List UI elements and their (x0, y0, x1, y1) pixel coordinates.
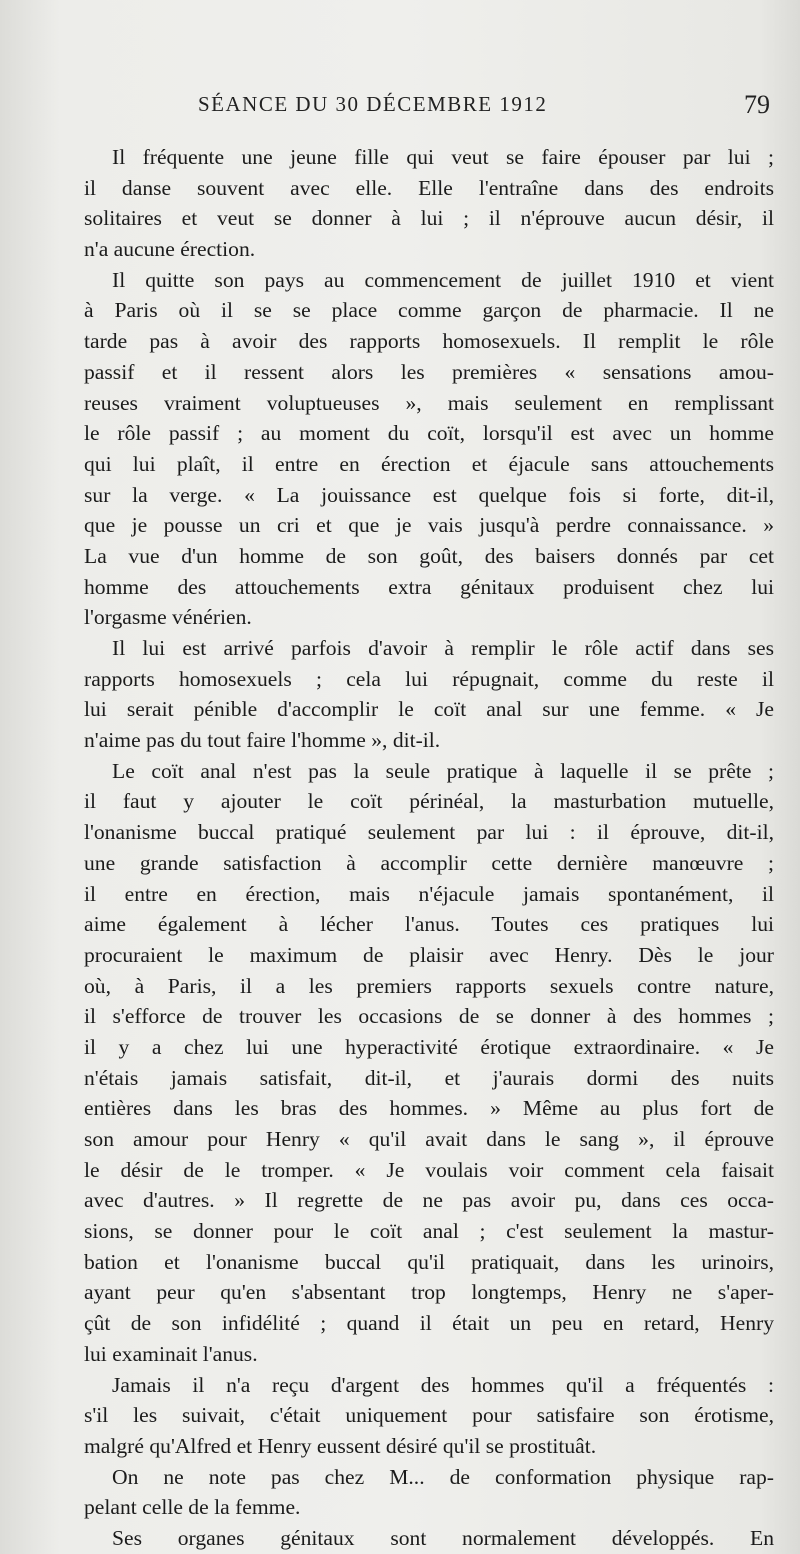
text-line: avec d'autres. » Il regrette de ne pas avoir pu, dans ces occa- (84, 1188, 774, 1213)
text-line: sions, se donner pour le coït anal ; c'est seulement la mastur- (84, 1219, 774, 1244)
page-header (198, 86, 770, 126)
text-line: il faut y ajouter le coït périnéal, la masturbation mutuelle, (84, 789, 774, 814)
text-line: il s'efforce de trouver les occasions de se donner à des hommes ; (84, 1004, 774, 1029)
text-line: où, à Paris, il a les premiers rapports sexuels contre nature, (84, 973, 774, 998)
text-line: rapports homosexuels ; cela lui répugnait, comme du reste il (84, 666, 774, 691)
paragraph (56, 1462, 774, 1523)
text-line: sur la verge. « La jouissance est quelque fois si forte, dit-il, (84, 482, 774, 507)
text-line: n'a aucune érection. (84, 237, 256, 262)
text-line: son amour pour Henry « qu'il avait dans le sang », il éprouve (84, 1127, 774, 1151)
paragraph (56, 265, 774, 633)
text-line: solitaires et veut se donner à lui ; il n'éprouve aucun désir, il (84, 206, 774, 231)
text-line: procuraient le maximum de plaisir avec Henry. Dès le jour (84, 942, 774, 967)
text-line: à Paris où il se se place comme garçon de pharmacie. Il ne (84, 298, 774, 323)
text-line: l'onanisme buccal pratiqué seulement par lui : il éprouve, dit-il, (84, 820, 774, 845)
text-line: reuses vraiment voluptueuses », mais seulement en remplissant (84, 390, 774, 415)
text-line: aime également à lécher l'anus. Toutes ces pratiques lui (84, 912, 774, 937)
text-line: lui examinait l'anus. (84, 1341, 258, 1366)
text-line: Il quitte son pays au commencement de juillet 1910 et vient (112, 267, 774, 292)
text-line: passif et il ressent alors les premières « sensations amou- (84, 359, 774, 384)
text-line: le rôle passif ; au moment du coït, lorsqu'il est avec un homme (84, 421, 774, 446)
paragraph (56, 1523, 774, 1554)
text-line: le désir de le tromper. « Je voulais voir comment cela faisait (84, 1157, 774, 1182)
text-line: Ses organes génitaux sont normalement développés. En (112, 1525, 774, 1550)
text-line: Le coït anal n'est pas la seule pratique à laquelle il se prête ; (112, 758, 774, 783)
text-line: pelant celle de la femme. (84, 1495, 301, 1520)
text-line: entières dans les bras des hommes. » Même au plus fort de (84, 1096, 774, 1121)
text-line: que je pousse un cri et que je vais jusqu'à perdre connaissance. » (84, 513, 774, 538)
text-line: La vue d'un homme de son goût, des baisers donnés par cet (84, 543, 774, 568)
text-line: çût de son infidélité ; quand il était un peu en retard, Henry (84, 1311, 774, 1336)
text-line: il y a chez lui une hyperactivité érotique extraordinaire. « Je (84, 1034, 774, 1059)
text-line: l'orgasme vénérien. (84, 605, 252, 630)
text-line: il danse souvent avec elle. Elle l'entraîne dans des endroits (84, 175, 774, 200)
text-line: tarde pas à avoir des rapports homosexuels. Il remplit le rôle (84, 329, 774, 354)
paragraph (56, 756, 774, 1370)
text-line: ayant peur qu'en s'absentant trop longtemps, Henry ne s'aper- (84, 1280, 774, 1305)
paragraph (56, 633, 774, 756)
text-line: il entre en érection, mais n'éjacule jamais spontanément, il (84, 881, 774, 906)
text-line: malgré qu'Alfred et Henry eussent désiré qu'il se prostituât. (84, 1433, 597, 1458)
text-line: Il fréquente une jeune fille qui veut se faire épouser par lui ; (112, 145, 774, 169)
text-line: homme des attouchements extra génitaux produisent chez lui (84, 574, 774, 599)
text-line: une grande satisfaction à accomplir cette dernière manœuvre ; (84, 850, 774, 875)
text-line: s'il les suivait, c'était uniquement pour satisfaire son érotisme, (84, 1403, 774, 1428)
text-line: On ne note pas chez M... de conformation physique rap- (112, 1464, 774, 1489)
body-text (56, 142, 774, 1554)
page-number: 79 (744, 90, 770, 119)
running-head: SÉANCE DU 30 DÉCEMBRE 1912 (198, 92, 548, 116)
text-line: Jamais il n'a reçu d'argent des hommes qu'il a fréquentés : (112, 1372, 774, 1397)
paragraph (56, 1370, 774, 1462)
paragraph (56, 142, 774, 265)
text-line: n'aime pas du tout faire l'homme », dit-il. (84, 728, 441, 753)
text-line: lui serait pénible d'accomplir le coït anal sur une femme. « Je (84, 697, 774, 722)
text-line: n'étais jamais satisfait, dit-il, et j'aurais dormi des nuits (84, 1065, 774, 1090)
text-line: qui lui plaît, il entre en érection et éjacule sans attouchements (84, 451, 774, 476)
text-line: Il lui est arrivé parfois d'avoir à remplir le rôle actif dans ses (112, 636, 774, 660)
text-line: bation et l'onanisme buccal qu'il pratiquait, dans les urinoirs, (84, 1249, 774, 1274)
